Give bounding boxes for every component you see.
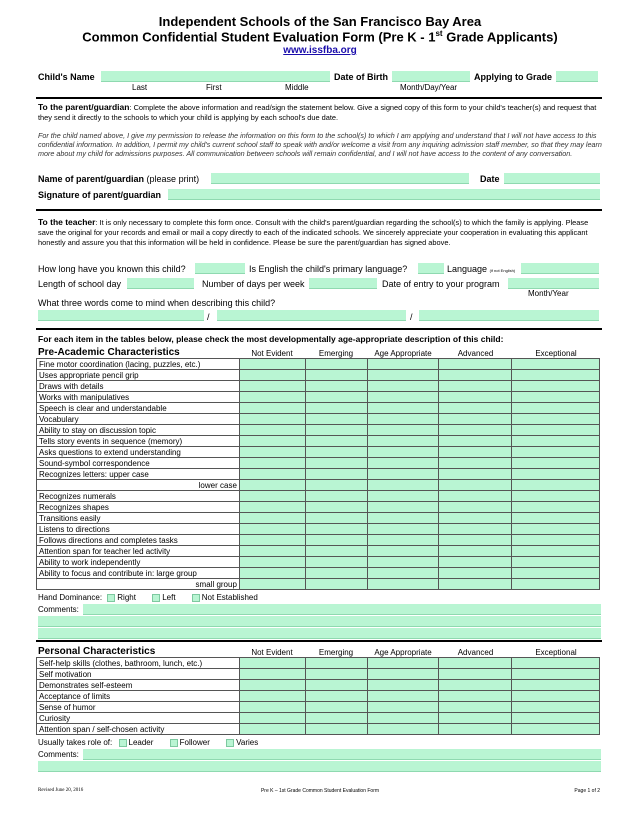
website-link[interactable]: www.issfba.org [283, 45, 357, 56]
pre-col-advanced: Advanced [457, 349, 494, 358]
table-row [37, 469, 600, 480]
first-caption: First [206, 83, 222, 92]
rating-cell[interactable] [439, 691, 512, 702]
rating-cell[interactable] [512, 370, 600, 381]
teacher-heading: To the teacher [38, 217, 96, 227]
org-title: Independent Schools of the San Francisco Bay Area [158, 14, 482, 29]
table-row [37, 546, 600, 557]
known-label: How long have you known this child? [38, 264, 186, 274]
hand-right-label: Right [117, 593, 136, 602]
rating-cell[interactable] [305, 458, 367, 469]
rating-cell[interactable] [512, 425, 600, 436]
rating-cell[interactable] [512, 458, 600, 469]
form-title-end: Grade Applicants) [442, 29, 558, 45]
dob-label: Date of Birth [334, 72, 388, 82]
rating-cell[interactable] [367, 557, 439, 568]
parent-date-field[interactable] [504, 173, 600, 184]
row-label: Follows directions and completes tasks [37, 535, 240, 546]
rating-cell[interactable] [367, 546, 439, 557]
days-field[interactable] [309, 278, 377, 289]
role-follower-label: Follower [179, 738, 210, 747]
row-label: Asks questions to extend understanding [37, 447, 240, 458]
rating-cell[interactable] [512, 524, 600, 535]
rating-cell[interactable] [512, 535, 600, 546]
table-row [37, 480, 600, 491]
row-label: Vocabulary [37, 414, 240, 425]
role-leader-checkbox[interactable] [119, 739, 127, 747]
rating-cell[interactable] [512, 469, 600, 480]
pre-col-emerging: Emerging [318, 349, 354, 358]
rating-cell[interactable] [512, 579, 600, 590]
rating-cell[interactable] [512, 702, 600, 713]
grade-field[interactable] [556, 71, 598, 82]
rating-cell[interactable] [305, 691, 367, 702]
row-label: Ability to stay on discussion topic [37, 425, 240, 436]
table-row [37, 658, 600, 669]
english-label: Is English the child's primary language? [249, 264, 408, 274]
rating-cell[interactable] [512, 724, 600, 735]
rating-cell[interactable] [305, 513, 367, 524]
rating-cell[interactable] [439, 392, 512, 403]
rating-cell[interactable] [239, 469, 305, 480]
rating-cell[interactable] [367, 713, 439, 724]
rating-cell[interactable] [305, 535, 367, 546]
rating-cell[interactable] [239, 546, 305, 557]
english-field[interactable] [418, 263, 444, 274]
divider-2 [36, 209, 602, 211]
table-row [37, 680, 600, 691]
rating-cell[interactable] [512, 680, 600, 691]
row-label: Self motivation [37, 669, 240, 680]
rating-cell[interactable] [367, 414, 439, 425]
length-label: Length of school day [38, 279, 122, 289]
parent-signature-field[interactable] [168, 189, 600, 200]
rating-cell[interactable] [512, 436, 600, 447]
rating-cell[interactable] [239, 568, 305, 579]
rating-cell[interactable] [305, 392, 367, 403]
rating-cell[interactable] [439, 436, 512, 447]
language-field[interactable] [521, 263, 599, 274]
row-label: Speech is clear and understandable [37, 403, 240, 414]
table-row [37, 513, 600, 524]
middle-caption: Middle [285, 83, 309, 92]
rating-cell[interactable] [305, 713, 367, 724]
table-row [37, 702, 600, 713]
rating-cell[interactable] [439, 680, 512, 691]
hand-not-established-checkbox[interactable] [192, 594, 200, 602]
rating-cell[interactable] [367, 359, 439, 370]
rating-cell[interactable] [512, 669, 600, 680]
word-3-field[interactable] [419, 310, 599, 321]
row-label: Transitions easily [37, 513, 240, 524]
per-col-emerging: Emerging [318, 648, 354, 657]
hand-dominance-label: Hand Dominance: [38, 593, 103, 602]
row-label: Attention span for teacher led activity [37, 546, 240, 557]
row-label: Acceptance of limits [37, 691, 240, 702]
rating-cell[interactable] [305, 381, 367, 392]
pre-col-age-appropriate: Age Appropriate [374, 349, 432, 358]
parent-name-field[interactable] [211, 173, 469, 184]
hand-left-checkbox[interactable] [152, 594, 160, 602]
footer-revised: Revised June 20, 2016 [38, 788, 84, 793]
rating-cell[interactable] [305, 469, 367, 480]
rating-cell[interactable] [239, 713, 305, 724]
rating-cell[interactable] [305, 359, 367, 370]
known-field[interactable] [195, 263, 245, 274]
rating-cell[interactable] [439, 370, 512, 381]
rating-cell[interactable] [439, 724, 512, 735]
rating-cell[interactable] [512, 546, 600, 557]
pre-comments-field-2[interactable] [38, 616, 601, 627]
dob-field[interactable] [392, 71, 470, 82]
parent-instructions-text: : Complete the above information and read/sign the statement below. Give a signed copy of this form to your child's teacher(s) and request that they send it directly to the schools to which your child is applying by each school's due date. [38, 103, 597, 122]
rating-cell[interactable] [367, 680, 439, 691]
childs-name-label: Child's Name [38, 72, 95, 82]
rating-cell[interactable] [512, 513, 600, 524]
rating-cell[interactable] [512, 392, 600, 403]
last-caption: Last [132, 83, 148, 92]
footer-form-name: Pre K – 1st Grade Common Student Evaluation Form [260, 788, 380, 794]
rating-cell[interactable] [305, 568, 367, 579]
length-field[interactable] [127, 278, 194, 289]
table-row [37, 403, 600, 414]
rating-cell[interactable] [367, 370, 439, 381]
rating-cell[interactable] [439, 491, 512, 502]
rating-cell[interactable] [305, 491, 367, 502]
rating-cell[interactable] [239, 680, 305, 691]
rating-cell[interactable] [305, 724, 367, 735]
rating-cell[interactable] [439, 359, 512, 370]
row-label: Fine motor coordination (lacing, puzzles, etc.) [37, 359, 240, 370]
rating-cell[interactable] [239, 370, 305, 381]
row-label: Self-help skills (clothes, bathroom, lunch, etc.) [37, 658, 240, 669]
rating-cell[interactable] [239, 381, 305, 392]
rating-cell[interactable] [305, 658, 367, 669]
parent-heading: To the parent/guardian [38, 102, 130, 112]
rating-cell[interactable] [512, 691, 600, 702]
table-row [37, 713, 600, 724]
rating-cell[interactable] [512, 359, 600, 370]
rating-cell[interactable] [367, 436, 439, 447]
footer-page: Page 1 of 2 [574, 788, 600, 794]
rating-cell[interactable] [367, 392, 439, 403]
per-comments-field-2[interactable] [38, 761, 601, 772]
rating-cell[interactable] [439, 469, 512, 480]
per-col-exceptional: Exceptional [535, 648, 577, 657]
rating-cell[interactable] [439, 713, 512, 724]
divider-1 [36, 97, 602, 99]
rating-cell[interactable] [512, 480, 600, 491]
rating-cell[interactable] [239, 447, 305, 458]
rating-cell[interactable] [239, 359, 305, 370]
form-title-sup: st [435, 29, 443, 38]
rating-cell[interactable] [239, 702, 305, 713]
row-label: Uses appropriate pencil grip [37, 370, 240, 381]
rating-cell[interactable] [439, 524, 512, 535]
row-label: small group [37, 579, 240, 590]
rating-cell[interactable] [367, 425, 439, 436]
rating-cell[interactable] [439, 579, 512, 590]
table-row [37, 392, 600, 403]
rating-cell[interactable] [239, 535, 305, 546]
rating-cell[interactable] [239, 480, 305, 491]
pre-comments-field-1[interactable] [83, 604, 601, 615]
rating-cell[interactable] [305, 370, 367, 381]
rating-cell[interactable] [367, 691, 439, 702]
row-label: Curiosity [37, 713, 240, 724]
per-comments-label: Comments: [38, 750, 79, 759]
personal-table [36, 657, 600, 735]
rating-cell[interactable] [367, 535, 439, 546]
rating-cell[interactable] [439, 513, 512, 524]
rating-cell[interactable] [239, 392, 305, 403]
pre-academic-table [36, 358, 600, 590]
row-label: lower case [37, 480, 240, 491]
table-row [37, 502, 600, 513]
rating-cell[interactable] [512, 403, 600, 414]
table-row [37, 414, 600, 425]
rating-cell[interactable] [239, 502, 305, 513]
rating-cell[interactable] [305, 502, 367, 513]
rating-cell[interactable] [305, 557, 367, 568]
dob-format-caption: Month/Day/Year [400, 83, 458, 92]
parent-date-label: Date [480, 174, 500, 184]
hand-left-label: Left [162, 593, 176, 602]
rating-cell[interactable] [367, 513, 439, 524]
table-row [37, 557, 600, 568]
rating-cell[interactable] [239, 491, 305, 502]
rating-cell[interactable] [439, 425, 512, 436]
table-row [37, 458, 600, 469]
rating-cell[interactable] [367, 568, 439, 579]
pre-academic-title: Pre-Academic Characteristics [38, 347, 180, 358]
row-label: Tells story events in sequence (memory) [37, 436, 240, 447]
rating-cell[interactable] [439, 458, 512, 469]
row-label: Works with manipulatives [37, 392, 240, 403]
role-leader-label: Leader [128, 738, 154, 747]
rating-cell[interactable] [367, 458, 439, 469]
table-row [37, 524, 600, 535]
word-2-field[interactable] [217, 310, 406, 321]
rating-cell[interactable] [239, 658, 305, 669]
pre-col-exceptional: Exceptional [535, 349, 577, 358]
role-varies-checkbox[interactable] [226, 739, 234, 747]
per-col-age-appropriate: Age Appropriate [374, 648, 432, 657]
per-comments-field-1[interactable] [83, 749, 601, 760]
table-row [37, 579, 600, 590]
rating-cell[interactable] [512, 502, 600, 513]
rating-cell[interactable] [305, 524, 367, 535]
parent-statement: For the child named above, I give my permission to release the information on this form to the school(s) to which I am applying and understand that I will not have access to this confidential information. In addition, I permit my child's current school staff to speak with and/or welcome a visit from any inquiring admission staff member, so that they may learn more about my child for admissions purposes. All communication between schools will remain confidential, and I will not have access to the content of any conversation. [38, 131, 602, 158]
rating-cell[interactable] [512, 414, 600, 425]
rating-cell[interactable] [367, 480, 439, 491]
row-label: Ability to work independently [37, 557, 240, 568]
table-row [37, 370, 600, 381]
rating-cell[interactable] [239, 724, 305, 735]
rating-cell[interactable] [239, 579, 305, 590]
entry-field[interactable] [508, 278, 599, 289]
rating-cell[interactable] [439, 502, 512, 513]
rating-cell[interactable] [305, 669, 367, 680]
rating-cell[interactable] [239, 403, 305, 414]
parent-name-label [38, 174, 199, 184]
rating-cell[interactable] [439, 480, 512, 491]
table-row [37, 691, 600, 702]
personal-title: Personal Characteristics [38, 646, 156, 657]
language-label-text: Language [447, 264, 488, 274]
divider-4 [36, 640, 602, 642]
row-label: Ability to focus and contribute in: large group [37, 568, 240, 579]
rating-cell[interactable] [512, 713, 600, 724]
parent-name-label-bold: Name of parent/guardian [38, 174, 145, 184]
rating-cell[interactable] [367, 658, 439, 669]
rating-cell[interactable] [367, 403, 439, 414]
rating-cell[interactable] [439, 702, 512, 713]
table-row [37, 535, 600, 546]
rating-cell[interactable] [239, 691, 305, 702]
rating-cell[interactable] [439, 414, 512, 425]
rating-cell[interactable] [239, 524, 305, 535]
three-words-label: What three words come to mind when describing this child? [38, 298, 276, 308]
rating-cell[interactable] [367, 669, 439, 680]
childs-name-field[interactable] [101, 71, 330, 82]
rating-cell[interactable] [439, 557, 512, 568]
rating-cell[interactable] [239, 436, 305, 447]
rating-cell[interactable] [512, 658, 600, 669]
hand-dominance [38, 593, 258, 602]
rating-cell[interactable] [367, 491, 439, 502]
parent-signature-label: Signature of parent/guardian [38, 190, 162, 200]
rating-cell[interactable] [512, 381, 600, 392]
rating-cell[interactable] [367, 579, 439, 590]
teacher-instructions-text: : It is only necessary to complete this form once. Consult with the child's parent/guardian regarding the school(s) to which the family is applying. Please save the original for your records and email or mail a copy directly to each of the indicated schools. We sincerely appreciate your cooperation in evaluating this applicant honestly and assure you that this information will be held in confidence. Please be sure the parent/guardian has signed above. [38, 218, 589, 247]
rating-cell[interactable] [367, 502, 439, 513]
rating-cell[interactable] [305, 403, 367, 414]
rating-cell[interactable] [367, 702, 439, 713]
form-title-main: Common Confidential Student Evaluation Form (Pre K - 1 [82, 29, 436, 45]
row-label: Listens to directions [37, 524, 240, 535]
word-1-field[interactable] [38, 310, 204, 321]
role-varies-label: Varies [236, 738, 259, 747]
rating-cell[interactable] [367, 524, 439, 535]
form-title [0, 29, 640, 44]
row-label: Recognizes letters: upper case [37, 469, 240, 480]
row-label: Attention span / self-chosen activity [37, 724, 240, 735]
table-row [37, 381, 600, 392]
row-label: Sound-symbol correspondence [37, 458, 240, 469]
divider-3 [36, 328, 602, 330]
rating-cell[interactable] [239, 669, 305, 680]
rating-cell[interactable] [239, 458, 305, 469]
rating-cell[interactable] [239, 414, 305, 425]
rating-cell[interactable] [439, 669, 512, 680]
table-row [37, 359, 600, 370]
parent-name-hint: (please print) [146, 174, 200, 184]
rating-cell[interactable] [439, 447, 512, 458]
rating-cell[interactable] [239, 557, 305, 568]
rating-cell[interactable] [367, 724, 439, 735]
rating-cell[interactable] [439, 546, 512, 557]
per-col-not-evident: Not Evident [251, 648, 293, 657]
slash-1: / [207, 312, 210, 322]
rating-cell[interactable] [305, 436, 367, 447]
rating-cell[interactable] [239, 425, 305, 436]
parent-instructions [38, 103, 603, 122]
rating-cell[interactable] [439, 658, 512, 669]
teacher-instructions [38, 217, 603, 248]
row-label: Recognizes shapes [37, 502, 240, 513]
rating-cell[interactable] [305, 425, 367, 436]
table-row [37, 568, 600, 579]
hand-not-established-label: Not Established [201, 593, 258, 602]
per-col-advanced: Advanced [457, 648, 494, 657]
rating-cell[interactable] [512, 491, 600, 502]
rating-cell[interactable] [239, 513, 305, 524]
pre-comments-label: Comments: [38, 605, 79, 614]
hand-right-checkbox[interactable] [107, 594, 115, 602]
row-label: Recognizes numerals [37, 491, 240, 502]
rating-cell[interactable] [305, 546, 367, 557]
table-row [37, 425, 600, 436]
rating-cell[interactable] [367, 447, 439, 458]
language-hint: (if not English) [489, 268, 516, 273]
rating-cell[interactable] [367, 469, 439, 480]
rating-cell[interactable] [367, 381, 439, 392]
role [38, 738, 258, 747]
tables-instruction: For each item in the tables below, please check the most developmentally age-appropriate description of this child: [38, 334, 504, 344]
rating-cell[interactable] [305, 579, 367, 590]
table-row [37, 436, 600, 447]
entry-label: Date of entry to your program [382, 279, 500, 289]
table-row [37, 491, 600, 502]
role-follower-checkbox[interactable] [170, 739, 178, 747]
table-row [37, 724, 600, 735]
grade-label: Applying to Grade [474, 72, 553, 82]
language-label [447, 264, 515, 274]
slash-2: / [410, 312, 413, 322]
table-row [37, 447, 600, 458]
rating-cell[interactable] [439, 535, 512, 546]
pre-comments-field-3[interactable] [38, 628, 601, 639]
rating-cell[interactable] [305, 702, 367, 713]
rating-cell[interactable] [439, 568, 512, 579]
row-label: Draws with details [37, 381, 240, 392]
role-label: Usually takes role of: [38, 738, 113, 747]
rating-cell[interactable] [305, 414, 367, 425]
rating-cell[interactable] [305, 447, 367, 458]
entry-format-caption: Month/Year [528, 289, 569, 298]
row-label: Sense of humor [37, 702, 240, 713]
rating-cell[interactable] [512, 557, 600, 568]
rating-cell[interactable] [305, 480, 367, 491]
pre-col-not-evident: Not Evident [251, 349, 293, 358]
rating-cell[interactable] [439, 403, 512, 414]
table-row [37, 669, 600, 680]
rating-cell[interactable] [512, 568, 600, 579]
rating-cell[interactable] [439, 381, 512, 392]
row-label: Demonstrates self-esteem [37, 680, 240, 691]
days-label: Number of days per week [202, 279, 305, 289]
rating-cell[interactable] [305, 680, 367, 691]
rating-cell[interactable] [512, 447, 600, 458]
